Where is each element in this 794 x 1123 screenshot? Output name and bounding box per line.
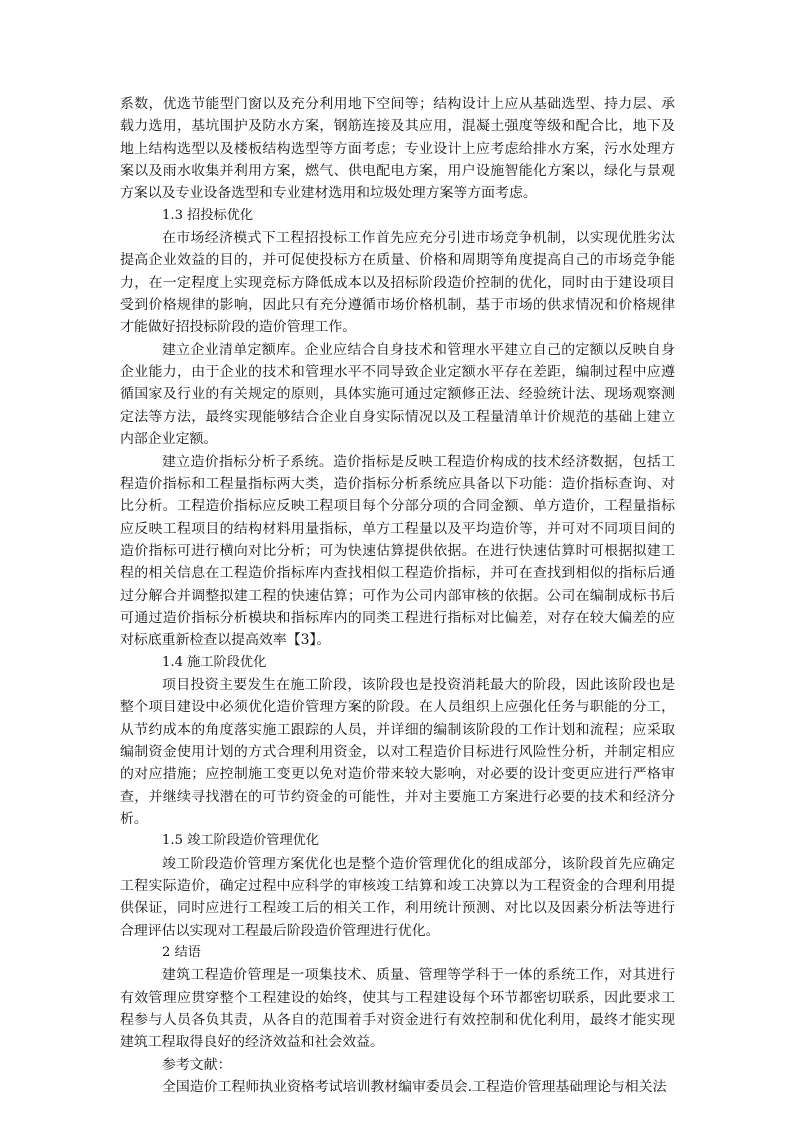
section-heading: 2 结语 xyxy=(162,945,201,961)
section-heading: 1.3 招投标优化 xyxy=(162,207,254,223)
paragraph: 系数，优选节能型门窗以及充分利用地下空间等；结构设计上应从基础选型、持力层、承载力选用，基坑围护及防水方案，钢筋连接及其应用，混凝土强度等级和配合比，地下及地上结构选型以及楼板结构选型等方面考虑；专业设计上应考虑给排水方案，污水处理方案以及雨水收集并利用方案，燃气、供电配电方案，用户设施智能化方案以，绿化与景观方案以及专业设备选型和专业建材选用和垃圾处理方案等方面考虑。 xyxy=(120,96,675,202)
paragraph: 竣工阶段造价管理方案优化也是整个造价管理优化的组成部分，该阶段首先应确定工程实际造价，确定过程中应科学的审核竣工结算和竣工决算以为工程资金的合理利用提供保证，同时应进行工程竣工后的相关工作，利用统计预测、对比以及因素分析法等进行合理评估以实现对工程最后阶段造价管理进行优化。 xyxy=(120,855,675,939)
paragraph: 项目投资主要发生在施工阶段，该阶段也是投资消耗最大的阶段，因此该阶段也是整个项目建设中必须优化造价管理方案的阶段。在人员组织上应强化任务与职能的分工，从节约成本的角度落实施工跟踪的人员，并详细的编制该阶段的工作计划和流程；应采取编制资金使用计划的方式合理利用资金，以对工程造价目标进行风险性分析，并制定相应的对应措施；应控制施工变更以免对造价带来较大影响，对必要的设计变更应进行严格审查，并继续寻找潜在的可节约资金的可能性，并对主要施工方案进行必要的技术和经济分析。 xyxy=(120,676,675,827)
document-page xyxy=(120,93,675,1098)
references-label: 参考文献： xyxy=(162,1056,232,1073)
section-heading: 1.4 施工阶段优化 xyxy=(162,654,267,670)
paragraph: 建立造价指标分析子系统。造价指标是反映工程造价构成的技术经济数据，包括工程造价指标和工程量指标两大类，造价指标分析系统应具备以下功能：造价指标查询、对比分析。工程造价指标应反映工程项目每个分部分项的合同金额、单方造价，工程量指标应反映工程项目的结构材料用量指标，单方工程量以及平均造价等，并可对不同项目间的造价指标可进行横向对比分析；可为快速估算提供依据。在进行快速估算时可根据拟建工程的相关信息在工程造价指标库内查找相似工程造价指标，并可在查找到相似的指标后通过分解合并调整拟建工程的快速估算；可作为公司内部审核的依据。公司在编制成标书后可通过造价指标分析模块和指标库内的同类工程进行指标对比偏差，对存在较大偏差的应对标底重新检查以提高效率【3】。 xyxy=(120,453,675,649)
paragraph: 建立企业清单定额库。企业应结合自身技术和管理水平建立自己的定额以反映自身企业能力，由于企业的技术和管理水平不同导致企业定额水平存在差距，编制过程中应遵循国家及行业的有关规定的原则，具体实施可通过定额修正法、经验统计法、现场观察测定法等方法，最终实现能够结合企业自身实际情况以及工程量清单计价规范的基础上建立内部企业定额。 xyxy=(120,341,675,448)
reference-item: 全国造价工程师执业资格考试培训教材编审委员会.工程造价管理基础理论与相关法 xyxy=(162,1079,667,1096)
paragraph: 建筑工程造价管理是一项集技术、质量、管理等学科于一体的系统工作，对其进行有效管理应贯穿整个工程建设的始终，使其与工程建设每个环节都密切联系，因此要求工程参与人员各负其责，从各自的范围着手对资金进行有效控制和优化利用，最终才能实现建筑工程取得良好的经济效益和社会效益。 xyxy=(120,967,675,1051)
section-heading: 1.5 竣工阶段造价管理优化 xyxy=(162,833,320,849)
paragraph: 在市场经济模式下工程招投标工作首先应充分引进市场竞争机制，以实现优胜劣汰提高企业效益的目的，并可促使投标方在质量、价格和周期等角度提高自己的市场竞争能力，在一定程度上实现竞标方降低成本以及招标阶段造价控制的优化，同时由于建设项目受到价格规律的影响，因此只有充分遵循市场价格机制，基于市场的供求情况和价格规律才能做好招投标阶段的造价管理工作。 xyxy=(120,230,675,336)
